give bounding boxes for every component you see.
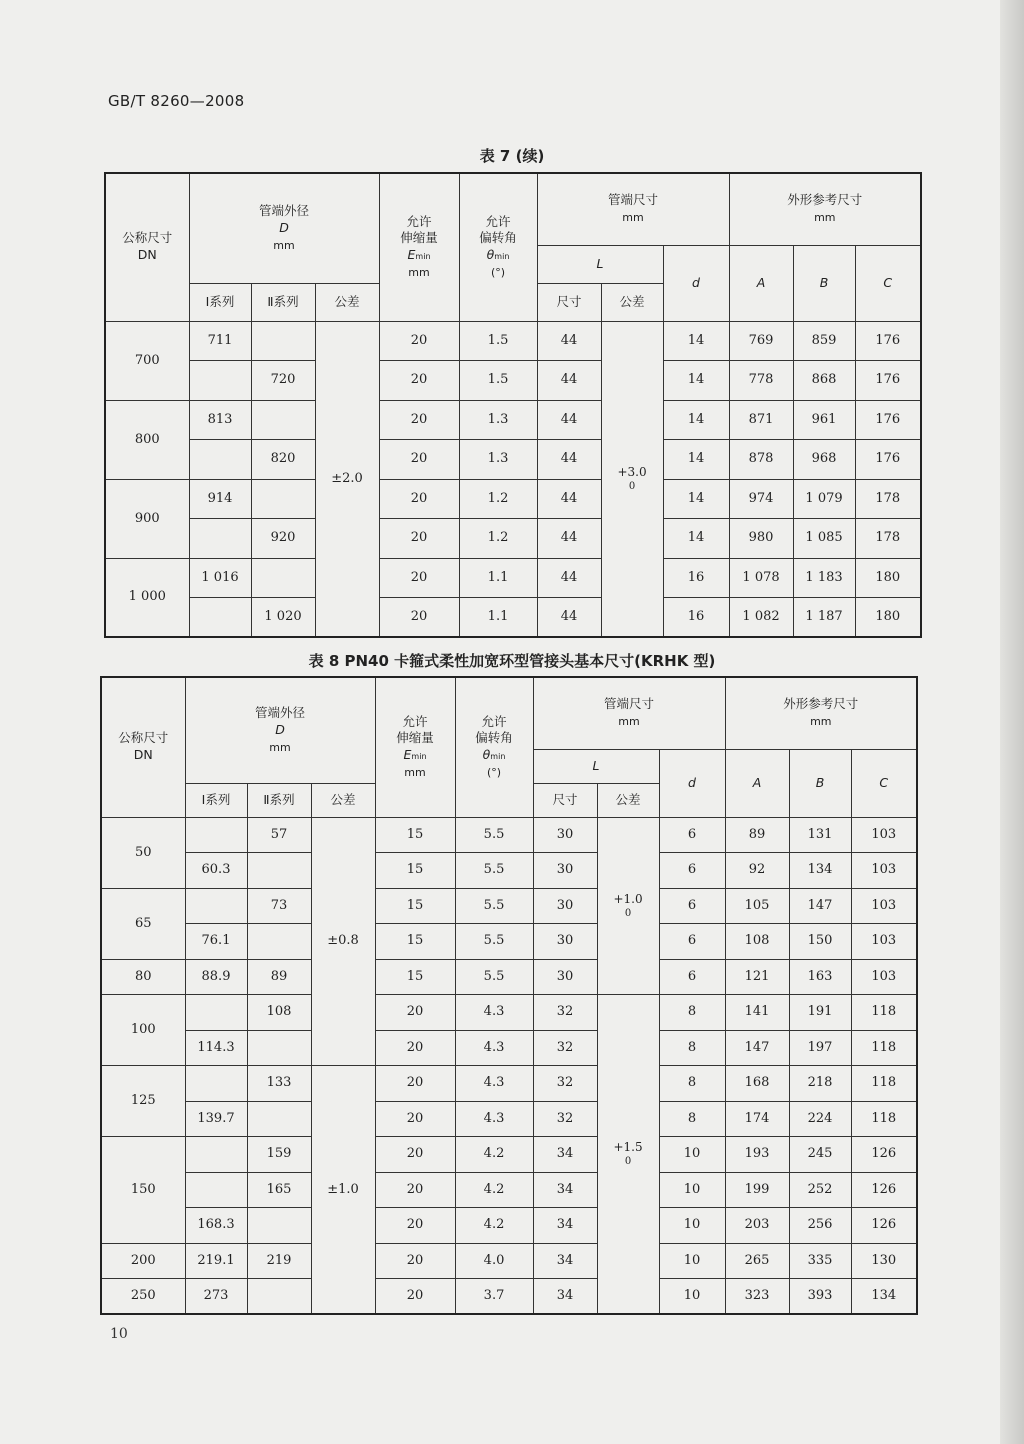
dn-cell: 80	[101, 959, 185, 995]
series1-cell: 168.3	[185, 1208, 247, 1244]
d-cell: 6	[659, 924, 725, 960]
series1-cell: 114.3	[185, 1030, 247, 1066]
header-od-tol: 公差	[315, 283, 379, 321]
B-cell: 868	[793, 361, 855, 401]
series1-cell: 1 016	[189, 558, 251, 598]
d-cell: 8	[659, 1066, 725, 1102]
B-cell: 147	[789, 888, 851, 924]
header-C: C	[851, 749, 917, 817]
angle-cell: 4.2	[455, 1172, 533, 1208]
angle-cell: 1.1	[459, 598, 537, 638]
stretch-cell: 20	[379, 400, 459, 440]
stretch-cell: 20	[375, 1030, 455, 1066]
A-cell: 1 078	[729, 558, 793, 598]
table-row	[105, 598, 921, 638]
stretch-cell: 20	[375, 995, 455, 1031]
L-tolerance-cell-lower: 0	[624, 1156, 632, 1168]
C-cell: 134	[851, 1279, 917, 1315]
header-L: L	[533, 749, 659, 783]
header-series2: Ⅱ系列	[251, 283, 315, 321]
header-B: B	[793, 245, 855, 321]
stretch-cell: 20	[379, 598, 459, 638]
series2-cell	[247, 1101, 311, 1137]
angle-cell: 5.5	[455, 853, 533, 889]
L-size-cell: 44	[537, 400, 601, 440]
header-outline: 外形参考尺寸 mm	[729, 173, 921, 245]
series2-cell	[247, 1279, 311, 1315]
table-row	[101, 959, 917, 995]
table8-caption: 表 8 PN40 卡箍式柔性加宽环型管接头基本尺寸(KRHK 型)	[308, 652, 716, 670]
series2-cell	[251, 321, 315, 361]
L-size-cell: 44	[537, 598, 601, 638]
angle-cell: 1.1	[459, 558, 537, 598]
header-L-tol: 公差	[597, 783, 659, 817]
C-cell: 126	[851, 1208, 917, 1244]
table-row	[105, 519, 921, 559]
dn-cell: 100	[101, 995, 185, 1066]
series1-cell: 60.3	[185, 853, 247, 889]
header-d: d	[659, 749, 725, 817]
L-size-cell: 34	[533, 1137, 597, 1173]
series1-cell: 813	[189, 400, 251, 440]
header-outline: 外形参考尺寸 mm	[725, 677, 917, 749]
C-cell: 180	[855, 598, 921, 638]
stretch-cell: 15	[375, 853, 455, 889]
table-row	[101, 1172, 917, 1208]
C-cell: 103	[851, 817, 917, 853]
A-cell: 878	[729, 440, 793, 480]
od-tolerance-cell: ±1.0	[311, 1066, 375, 1315]
angle-cell: 5.5	[455, 888, 533, 924]
A-cell: 174	[725, 1101, 789, 1137]
angle-cell: 4.3	[455, 1066, 533, 1102]
series1-cell	[189, 440, 251, 480]
series2-cell	[247, 924, 311, 960]
C-cell: 178	[855, 519, 921, 559]
C-cell: 176	[855, 321, 921, 361]
header-A: A	[729, 245, 793, 321]
dn-cell: 700	[105, 321, 189, 400]
series2-cell: 920	[251, 519, 315, 559]
stretch-cell: 20	[375, 1279, 455, 1315]
table-row	[101, 817, 917, 853]
L-size-cell: 44	[537, 440, 601, 480]
series1-cell: 273	[185, 1279, 247, 1315]
L-tolerance-cell-upper: +1.5	[613, 1140, 643, 1155]
header-L-size: 尺寸	[537, 283, 601, 321]
header-L: L	[537, 245, 663, 283]
stretch-cell: 20	[379, 479, 459, 519]
header-L-size: 尺寸	[533, 783, 597, 817]
C-cell: 103	[851, 959, 917, 995]
header-A: A	[725, 749, 789, 817]
d-cell: 8	[659, 995, 725, 1031]
dn-cell: 1 000	[105, 558, 189, 637]
A-cell: 105	[725, 888, 789, 924]
C-cell: 130	[851, 1243, 917, 1279]
A-cell: 168	[725, 1066, 789, 1102]
header-L-tol: 公差	[601, 283, 663, 321]
B-cell: 163	[789, 959, 851, 995]
stretch-cell: 20	[375, 1208, 455, 1244]
series2-cell	[247, 853, 311, 889]
B-cell: 859	[793, 321, 855, 361]
series1-cell	[189, 361, 251, 401]
table8	[100, 676, 918, 1315]
dn-cell: 200	[101, 1243, 185, 1279]
L-size-cell: 34	[533, 1243, 597, 1279]
standard-code: GB/T 8260—2008	[108, 92, 245, 110]
header-B: B	[789, 749, 851, 817]
L-size-cell: 34	[533, 1279, 597, 1315]
series2-cell: 73	[247, 888, 311, 924]
table7-caption: 表 7 (续)	[479, 147, 545, 165]
angle-cell: 4.2	[455, 1137, 533, 1173]
L-size-cell: 44	[537, 519, 601, 559]
A-cell: 871	[729, 400, 793, 440]
L-size-cell: 34	[533, 1208, 597, 1244]
B-cell: 1 187	[793, 598, 855, 638]
series2-cell	[247, 1030, 311, 1066]
L-size-cell: 34	[533, 1172, 597, 1208]
L-size-cell: 44	[537, 361, 601, 401]
A-cell: 89	[725, 817, 789, 853]
L-size-cell: 44	[537, 321, 601, 361]
header-dn: 公称尺寸 DN	[105, 173, 189, 321]
C-cell: 118	[851, 995, 917, 1031]
d-cell: 14	[663, 479, 729, 519]
stretch-cell: 20	[375, 1172, 455, 1208]
B-cell: 252	[789, 1172, 851, 1208]
d-cell: 6	[659, 817, 725, 853]
series1-cell: 219.1	[185, 1243, 247, 1279]
B-cell: 335	[789, 1243, 851, 1279]
table8-body	[101, 817, 917, 1314]
angle-cell: 1.5	[459, 321, 537, 361]
B-cell: 1 079	[793, 479, 855, 519]
header-stretch: 允许 伸缩量 Emin mm	[379, 173, 459, 321]
B-cell: 1 183	[793, 558, 855, 598]
stretch-cell: 15	[375, 959, 455, 995]
header-pipe-end: 管端尺寸 mm	[537, 173, 729, 245]
L-tolerance-cell-lower: 0	[624, 908, 632, 920]
series1-cell: 139.7	[185, 1101, 247, 1137]
A-cell: 323	[725, 1279, 789, 1315]
d-cell: 14	[663, 440, 729, 480]
A-cell: 778	[729, 361, 793, 401]
angle-cell: 4.3	[455, 1030, 533, 1066]
L-size-cell: 32	[533, 1066, 597, 1102]
d-cell: 10	[659, 1208, 725, 1244]
d-cell: 14	[663, 519, 729, 559]
table8-header	[101, 677, 917, 817]
series1-cell: 711	[189, 321, 251, 361]
B-cell: 245	[789, 1137, 851, 1173]
series2-cell: 89	[247, 959, 311, 995]
angle-cell: 5.5	[455, 817, 533, 853]
A-cell: 203	[725, 1208, 789, 1244]
A-cell: 265	[725, 1243, 789, 1279]
table7-header	[105, 173, 921, 321]
A-cell: 769	[729, 321, 793, 361]
header-angle: 允许 偏转角 θmin (°)	[455, 677, 533, 817]
dn-cell: 50	[101, 817, 185, 888]
series1-cell: 914	[189, 479, 251, 519]
stretch-cell: 20	[379, 519, 459, 559]
series1-cell	[185, 888, 247, 924]
series1-cell: 88.9	[185, 959, 247, 995]
stretch-cell: 20	[379, 558, 459, 598]
C-cell: 118	[851, 1066, 917, 1102]
B-cell: 968	[793, 440, 855, 480]
series2-cell: 108	[247, 995, 311, 1031]
dn-cell: 250	[101, 1279, 185, 1315]
angle-cell: 5.5	[455, 959, 533, 995]
angle-cell: 1.5	[459, 361, 537, 401]
angle-cell: 3.7	[455, 1279, 533, 1315]
B-cell: 393	[789, 1279, 851, 1315]
d-cell: 6	[659, 853, 725, 889]
B-cell: 961	[793, 400, 855, 440]
angle-cell: 1.2	[459, 519, 537, 559]
stretch-cell: 20	[379, 361, 459, 401]
L-size-cell: 32	[533, 1101, 597, 1137]
table-row	[101, 924, 917, 960]
header-stretch: 允许 伸缩量 Emin mm	[375, 677, 455, 817]
angle-cell: 1.3	[459, 440, 537, 480]
d-cell: 8	[659, 1101, 725, 1137]
d-cell: 10	[659, 1137, 725, 1173]
table-row	[105, 361, 921, 401]
B-cell: 150	[789, 924, 851, 960]
dn-cell: 800	[105, 400, 189, 479]
page-number: 10	[110, 1326, 128, 1342]
C-cell: 103	[851, 853, 917, 889]
series2-cell: 159	[247, 1137, 311, 1173]
table-row	[101, 1279, 917, 1315]
stretch-cell: 20	[375, 1243, 455, 1279]
table-row	[105, 479, 921, 519]
A-cell: 193	[725, 1137, 789, 1173]
header-series1: Ⅰ系列	[189, 283, 251, 321]
header-pipe-od: 管端外径 D mm	[185, 677, 375, 783]
header-angle: 允许 偏转角 θmin (°)	[459, 173, 537, 321]
series1-cell	[185, 1066, 247, 1102]
B-cell: 134	[789, 853, 851, 889]
header-pipe-od: 管端外径 D mm	[189, 173, 379, 283]
C-cell: 126	[851, 1172, 917, 1208]
B-cell: 218	[789, 1066, 851, 1102]
series1-cell	[189, 519, 251, 559]
d-cell: 10	[659, 1172, 725, 1208]
C-cell: 126	[851, 1137, 917, 1173]
series2-cell	[247, 1208, 311, 1244]
d-cell: 10	[659, 1279, 725, 1315]
A-cell: 147	[725, 1030, 789, 1066]
C-cell: 176	[855, 400, 921, 440]
series1-cell	[185, 995, 247, 1031]
C-cell: 176	[855, 361, 921, 401]
table-row	[105, 440, 921, 480]
C-cell: 103	[851, 888, 917, 924]
B-cell: 1 085	[793, 519, 855, 559]
A-cell: 1 082	[729, 598, 793, 638]
C-cell: 178	[855, 479, 921, 519]
L-tolerance-cell	[597, 995, 659, 1315]
table-row	[105, 558, 921, 598]
angle-cell: 4.3	[455, 1101, 533, 1137]
B-cell: 224	[789, 1101, 851, 1137]
A-cell: 974	[729, 479, 793, 519]
series1-cell	[185, 1172, 247, 1208]
L-size-cell: 30	[533, 924, 597, 960]
table-row	[101, 1208, 917, 1244]
header-series2: Ⅱ系列	[247, 783, 311, 817]
A-cell: 108	[725, 924, 789, 960]
d-cell: 14	[663, 400, 729, 440]
B-cell: 131	[789, 817, 851, 853]
d-cell: 10	[659, 1243, 725, 1279]
angle-cell: 5.5	[455, 924, 533, 960]
A-cell: 92	[725, 853, 789, 889]
series1-cell	[189, 598, 251, 638]
d-cell: 16	[663, 598, 729, 638]
series1-cell: 76.1	[185, 924, 247, 960]
stretch-cell: 15	[375, 817, 455, 853]
stretch-cell: 20	[379, 321, 459, 361]
A-cell: 121	[725, 959, 789, 995]
angle-cell: 4.3	[455, 995, 533, 1031]
d-cell: 14	[663, 361, 729, 401]
series2-cell: 133	[247, 1066, 311, 1102]
stretch-cell: 20	[375, 1066, 455, 1102]
d-cell: 8	[659, 1030, 725, 1066]
dn-cell: 900	[105, 479, 189, 558]
angle-cell: 4.0	[455, 1243, 533, 1279]
stretch-cell: 15	[375, 924, 455, 960]
table-row	[101, 1243, 917, 1279]
stretch-cell: 20	[375, 1101, 455, 1137]
L-tolerance-cell-lower: 0	[628, 481, 636, 493]
L-size-cell: 32	[533, 1030, 597, 1066]
table-row	[101, 1101, 917, 1137]
series1-cell	[185, 817, 247, 853]
dn-cell: 150	[101, 1137, 185, 1244]
C-cell: 103	[851, 924, 917, 960]
series2-cell: 57	[247, 817, 311, 853]
table-row	[101, 995, 917, 1031]
L-tolerance-cell	[597, 817, 659, 995]
series2-cell	[251, 400, 315, 440]
header-od-tol: 公差	[311, 783, 375, 817]
table7-body	[105, 321, 921, 637]
A-cell: 199	[725, 1172, 789, 1208]
series2-cell	[251, 558, 315, 598]
angle-cell: 1.2	[459, 479, 537, 519]
series2-cell: 219	[247, 1243, 311, 1279]
A-cell: 141	[725, 995, 789, 1031]
C-cell: 180	[855, 558, 921, 598]
angle-cell: 1.3	[459, 400, 537, 440]
series2-cell: 1 020	[251, 598, 315, 638]
B-cell: 256	[789, 1208, 851, 1244]
C-cell: 176	[855, 440, 921, 480]
od-tolerance-cell: ±2.0	[315, 321, 379, 637]
table-row	[101, 853, 917, 889]
B-cell: 191	[789, 995, 851, 1031]
header-dn: 公称尺寸 DN	[101, 677, 185, 817]
header-series1: Ⅰ系列	[185, 783, 247, 817]
L-size-cell: 32	[533, 995, 597, 1031]
d-cell: 16	[663, 558, 729, 598]
series2-cell	[251, 479, 315, 519]
table-row	[101, 1137, 917, 1173]
A-cell: 980	[729, 519, 793, 559]
stretch-cell: 20	[375, 1137, 455, 1173]
table-row	[101, 888, 917, 924]
L-size-cell: 30	[533, 888, 597, 924]
d-cell: 6	[659, 888, 725, 924]
table-row	[105, 400, 921, 440]
series2-cell: 165	[247, 1172, 311, 1208]
B-cell: 197	[789, 1030, 851, 1066]
L-size-cell: 44	[537, 479, 601, 519]
L-tolerance-cell	[601, 321, 663, 637]
header-d: d	[663, 245, 729, 321]
series2-cell: 720	[251, 361, 315, 401]
stretch-cell: 20	[379, 440, 459, 480]
dn-cell: 65	[101, 888, 185, 959]
L-size-cell: 30	[533, 817, 597, 853]
header-pipe-end: 管端尺寸 mm	[533, 677, 725, 749]
dn-cell: 125	[101, 1066, 185, 1137]
L-tolerance-cell-upper: +1.0	[613, 891, 643, 906]
series2-cell: 820	[251, 440, 315, 480]
C-cell: 118	[851, 1101, 917, 1137]
L-size-cell: 30	[533, 959, 597, 995]
table-row	[101, 1030, 917, 1066]
page-edge-shadow	[1000, 0, 1024, 1444]
L-size-cell: 44	[537, 558, 601, 598]
table7	[104, 172, 922, 638]
C-cell: 118	[851, 1030, 917, 1066]
series1-cell	[185, 1137, 247, 1173]
angle-cell: 4.2	[455, 1208, 533, 1244]
d-cell: 6	[659, 959, 725, 995]
stretch-cell: 15	[375, 888, 455, 924]
od-tolerance-cell: ±0.8	[311, 817, 375, 1066]
L-tolerance-cell-upper: +3.0	[617, 464, 647, 479]
L-size-cell: 30	[533, 853, 597, 889]
table-row	[105, 321, 921, 361]
table-row	[101, 1066, 917, 1102]
d-cell: 14	[663, 321, 729, 361]
header-C: C	[855, 245, 921, 321]
